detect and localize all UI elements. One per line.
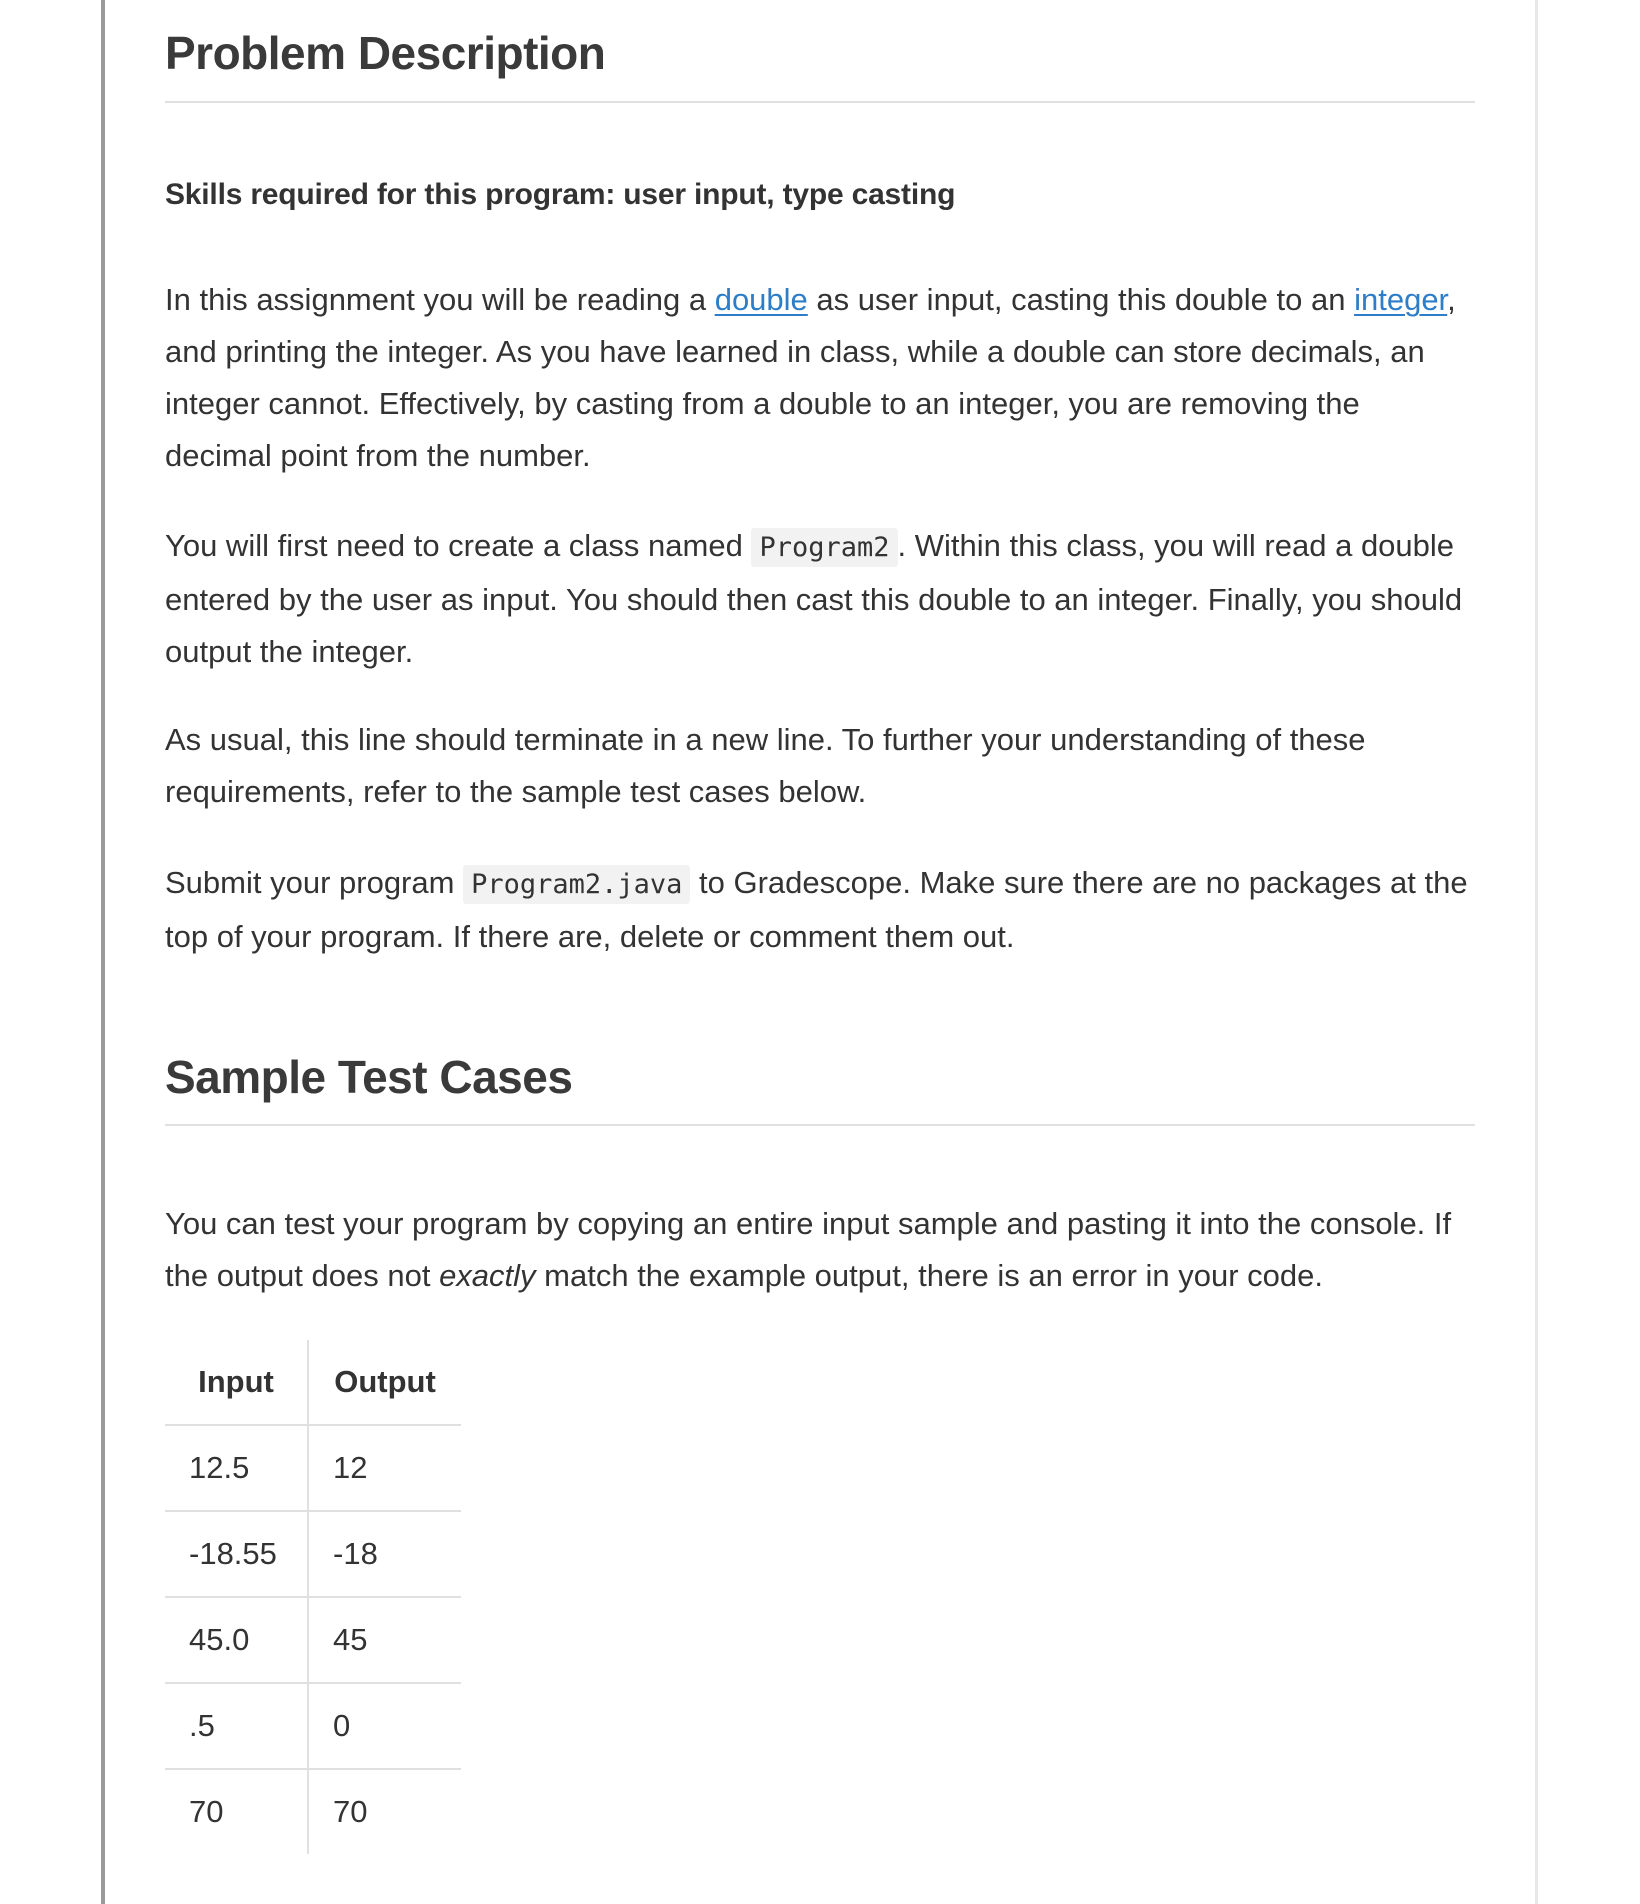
class-text-2: . Within this class, you will read a double entered by the user as input. You should then cast this double to an integer. Finally, you should output the integer. <box>165 528 1463 669</box>
table-row <box>165 1511 461 1597</box>
emphasis-exactly: exactly <box>439 1258 536 1293</box>
output-cell: -18 <box>308 1511 461 1597</box>
input-column-header: Input <box>165 1340 308 1425</box>
class-paragraph <box>165 520 1475 678</box>
page-right-border <box>1535 0 1538 1904</box>
integer-link[interactable]: integer <box>1354 282 1448 317</box>
table-row <box>165 1597 461 1683</box>
page-left-border <box>101 0 105 1904</box>
input-cell: -18.55 <box>165 1511 308 1597</box>
intro-text-3: , and printing the integer. As you have learned in class, while a double can store decimals, an integer cannot. Effectively, by casting from a double to an integer, you are removing the decimal point from the number. <box>165 282 1456 473</box>
file-name-code: Program2.java <box>463 865 690 904</box>
input-cell: 70 <box>165 1769 308 1854</box>
problem-description-heading: Problem Description <box>165 27 606 79</box>
double-link[interactable]: double <box>714 282 808 317</box>
samples-intro-text-1: You can test your program by copying an entire input sample and pasting it into the console. If the output does not <box>165 1206 1452 1293</box>
skills-required: Skills required for this program: user input, type casting <box>165 178 956 211</box>
input-cell: 12.5 <box>165 1425 308 1511</box>
intro-paragraph <box>165 274 1475 482</box>
samples-intro-paragraph <box>165 1198 1475 1302</box>
intro-text-2: as user input, casting this double to an <box>807 282 1355 317</box>
input-cell: 45.0 <box>165 1597 308 1683</box>
output-cell: 70 <box>333 1794 368 1829</box>
output-cell: 0 <box>308 1683 461 1769</box>
sample-test-cases-table <box>165 1340 461 1854</box>
class-name-code: Program2 <box>751 528 897 567</box>
table-header-row <box>165 1340 461 1425</box>
input-cell: .5 <box>165 1683 308 1769</box>
intro-text-1: In this assignment you will be reading a <box>165 282 715 317</box>
submit-text-1: Submit your program <box>165 865 464 900</box>
class-text-1: You will first need to create a class named <box>165 528 752 563</box>
output-column-header: Output <box>308 1340 461 1425</box>
table-row <box>165 1425 461 1511</box>
sample-test-cases-heading: Sample Test Cases <box>165 1051 573 1103</box>
output-cell: 12 <box>308 1425 461 1511</box>
output-cell: 45 <box>308 1597 461 1683</box>
table-row <box>165 1683 461 1769</box>
heading-divider <box>165 101 1475 103</box>
submit-text-2: to Gradescope. Make sure there are no packages at the top of your program. If there are, delete or comment them out. <box>165 865 1468 954</box>
newline-paragraph: As usual, this line should terminate in a new line. To further your understanding of these requirements, refer to the sample test cases below. <box>165 722 1366 809</box>
heading-divider <box>165 1124 1475 1126</box>
table-row <box>165 1769 461 1854</box>
submit-paragraph <box>165 857 1475 963</box>
samples-intro-text-2: match the example output, there is an error in your code. <box>535 1258 1324 1293</box>
